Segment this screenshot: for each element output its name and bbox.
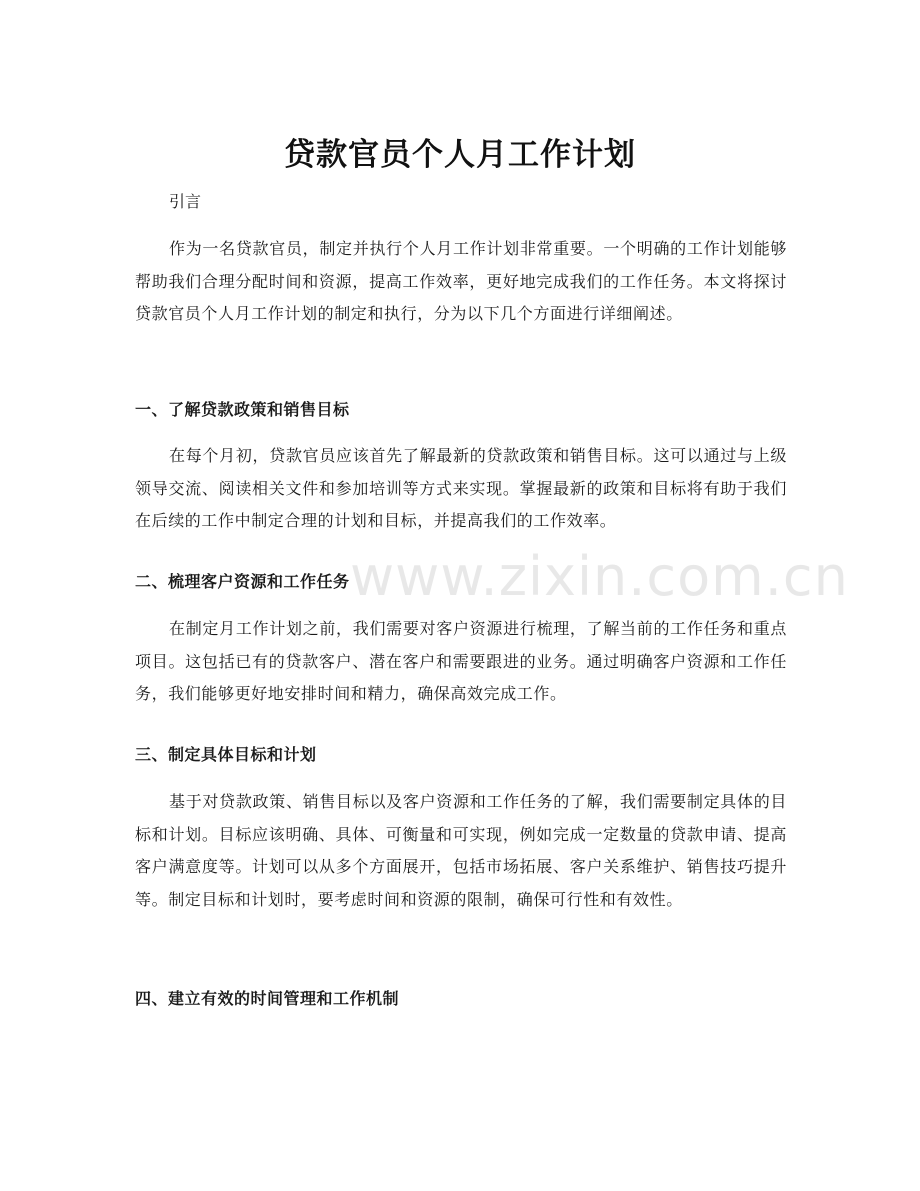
section-2-heading: 二、梳理客户资源和工作任务 xyxy=(135,572,350,591)
section-2-body: 在制定月工作计划之前，我们需要对客户资源进行梳理，了解当前的工作任务和重点项目。这包括已有的贷款客户、潜在客户和需要跟进的业务。通过明确客户资源和工作任务，我们能够更好地安排时间和精力，确保高效完成工作。 xyxy=(135,619,787,703)
section-1-body: 在每个月初，贷款官员应该首先了解最新的贷款政策和销售目标。这可以通过与上级领导交流、阅读相关文件和参加培训等方式来实现。掌握最新的政策和目标将有助于我们在后续的工作中制定合理的计划和目标，并提高我们的工作效率。 xyxy=(135,446,787,530)
section-4-heading: 四、建立有效的时间管理和工作机制 xyxy=(135,989,400,1008)
intro-label: 引言 xyxy=(169,192,202,211)
section-1-heading: 一、了解贷款政策和销售目标 xyxy=(135,400,350,419)
section-3-body: 基于对贷款政策、销售目标以及客户资源和工作任务的了解，我们需要制定具体的目标和计划。目标应该明确、具体、可衡量和可实现，例如完成一定数量的贷款申请、提高客户满意度等。计划可以从多个方面展开，包括市场拓展、客户关系维护、销售技巧提升等。制定目标和计划时，要考虑时间和资源的限制，确保可行性和有效性。 xyxy=(135,792,787,909)
document-title: 贷款官员个人月工作计划 xyxy=(284,136,636,173)
section-3-heading: 三、制定具体目标和计划 xyxy=(135,745,317,764)
watermark: www.zixin.com.cn xyxy=(350,545,849,608)
intro-paragraph: 作为一名贷款官员，制定并执行个人月工作计划非常重要。一个明确的工作计划能够帮助我们合理分配时间和资源，提高工作效率，更好地完成我们的工作任务。本文将探讨贷款官员个人月工作计划的制定和执行，分为以下几个方面进行详细阐述。 xyxy=(135,239,787,323)
